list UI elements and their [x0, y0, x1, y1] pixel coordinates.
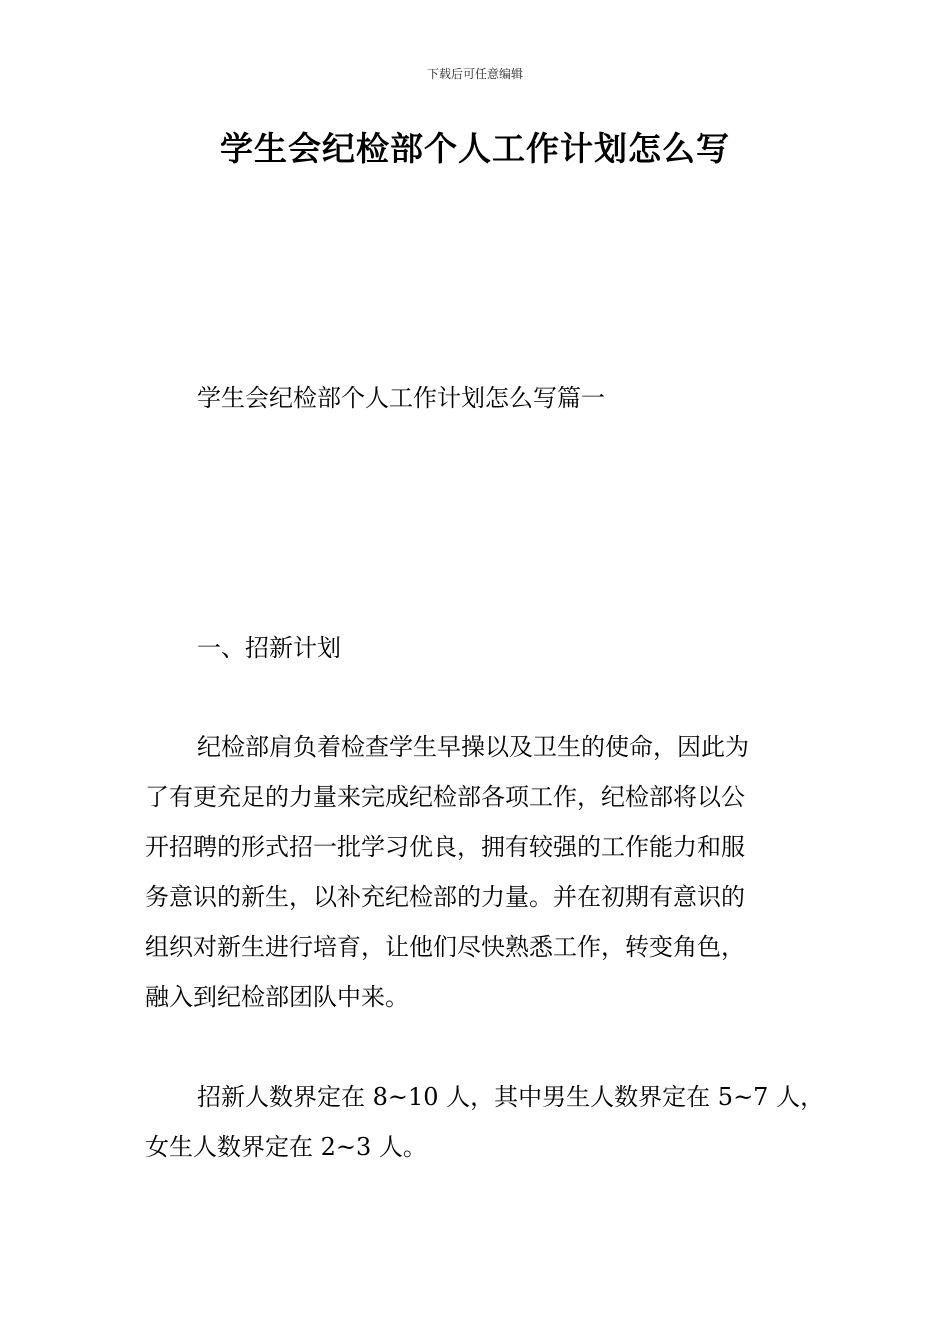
paragraph-line: 组织对新生进行培育，让他们尽快熟悉工作，转变角色， — [145, 933, 745, 961]
paragraph-recruitment-purpose — [145, 722, 835, 1022]
section-heading-recruitment: 一、招新计划 — [197, 634, 341, 662]
paragraph-line: 女生人数界定在 2~3 人。 — [145, 1133, 427, 1161]
paragraph-recruitment-numbers — [145, 1072, 835, 1172]
paragraph-line: 纪检部肩负着检查学生早操以及卫生的使命，因此为 — [197, 733, 749, 761]
paragraph-line: 开招聘的形式招一批学习优良，拥有较强的工作能力和服 — [145, 833, 745, 861]
document-subtitle: 学生会纪检部个人工作计划怎么写篇一 — [197, 384, 605, 412]
paragraph-line: 务意识的新生，以补充纪检部的力量。并在初期有意识的 — [145, 883, 745, 911]
document-title: 学生会纪检部个人工作计划怎么写 — [220, 129, 730, 168]
paragraph-line: 招新人数界定在 8~10 人，其中男生人数界定在 5~7 人， — [197, 1083, 825, 1111]
paragraph-line: 了有更充足的力量来完成纪检部各项工作，纪检部将以公 — [145, 783, 745, 811]
paragraph-line: 融入到纪检部团队中来。 — [145, 983, 409, 1011]
header-note: 下载后可任意编辑 — [426, 67, 523, 81]
